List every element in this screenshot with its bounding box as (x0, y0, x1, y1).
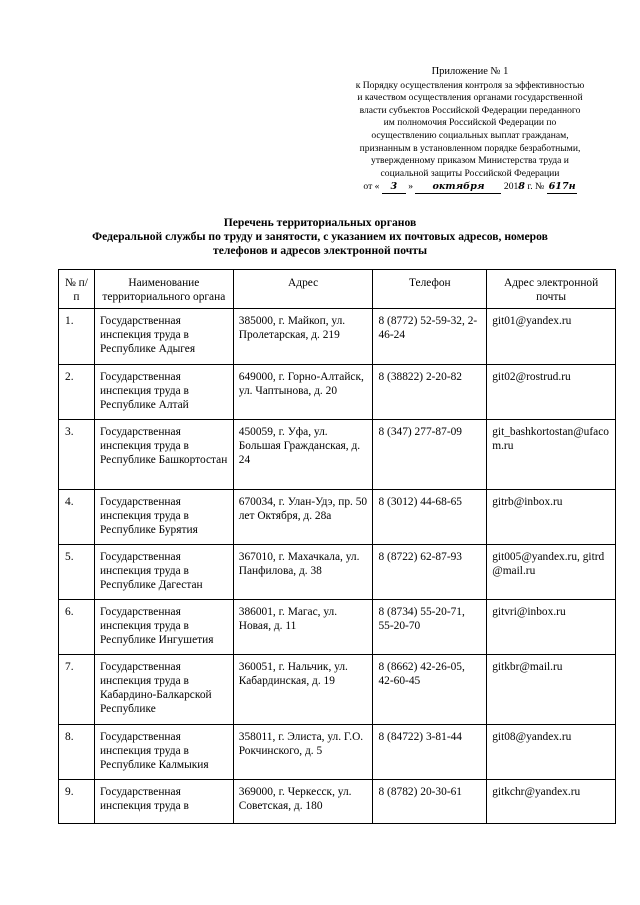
cell-name: Государственная инспекция труда в Республике Ингушетия (94, 600, 233, 655)
cell-name: Государственная инспекция труда в Республике Башкортостан (94, 420, 233, 490)
cell-phone: 8 (3012) 44-68-65 (373, 490, 487, 545)
date-prefix: от « (363, 181, 380, 193)
cell-number: 3. (59, 420, 95, 490)
territorial-bodies-table (58, 269, 616, 824)
document-heading (40, 216, 600, 258)
cell-phone: 8 (8772) 52-59-32, 2-46-24 (373, 309, 487, 365)
cell-address: 670034, г. Улан-Удэ, пр. 50 лет Октября, д. 28а (233, 490, 373, 545)
header-name: Наименование территориального органа (94, 270, 233, 309)
appendix-line: им полномочия Российской Федерации по (383, 117, 557, 129)
cell-name: Государственная инспекция труда в Республике Бурятия (94, 490, 233, 545)
appendix-line: к Порядку осуществления контроля за эффективностью (355, 79, 585, 91)
cell-number: 1. (59, 309, 95, 365)
cell-number: 8. (59, 725, 95, 780)
cell-address: 386001, г. Магас, ул. Новая, д. 11 (233, 600, 373, 655)
handwritten-day: 3 (382, 181, 406, 194)
cell-email: git005@yandex.ru, gitrd@mail.ru (487, 545, 616, 600)
cell-phone: 8 (38822) 2-20-82 (373, 365, 487, 420)
appendix-block (330, 66, 610, 194)
cell-phone: 8 (8734) 55-20-71, 55-20-70 (373, 600, 487, 655)
table-body (59, 309, 616, 824)
cell-address: 385000, г. Майкоп, ул. Пролетарская, д. 219 (233, 309, 373, 365)
cell-number: 2. (59, 365, 95, 420)
header-email: Адрес электронной почты (487, 270, 616, 309)
appendix-line: власти субъектов Российской Федерации переданного (359, 104, 581, 116)
cell-phone: 8 (8722) 62-87-93 (373, 545, 487, 600)
handwritten-month: октября (415, 181, 501, 194)
cell-number: 9. (59, 780, 95, 824)
cell-name: Государственная инспекция труда в Республике Калмыкия (94, 725, 233, 780)
cell-phone: 8 (8782) 20-30-61 (373, 780, 487, 824)
cell-phone: 8 (8662) 42-26-05, 42-60-45 (373, 655, 487, 725)
table-row (59, 545, 616, 600)
cell-address: 369000, г. Черкесск, ул. Советская, д. 180 (233, 780, 373, 824)
appendix-line: социальной защиты Российской Федерации (380, 167, 560, 179)
appendix-line: осуществлению социальных выплат гражданам, (371, 129, 569, 141)
table-row (59, 365, 616, 420)
heading-line: телефонов и адресов электронной почты (213, 244, 427, 257)
table-row (59, 309, 616, 365)
header-number: № п/п (59, 270, 95, 309)
table-row (59, 655, 616, 725)
table-header-row (59, 270, 616, 309)
appendix-title: Приложение № 1 (431, 66, 509, 77)
cell-number: 4. (59, 490, 95, 545)
order-date-line (330, 181, 610, 194)
cell-address: 649000, г. Горно-Алтайск, ул. Чаптынова, д. 20 (233, 365, 373, 420)
cell-address: 360051, г. Нальчик, ул. Кабардинская, д. 19 (233, 655, 373, 725)
cell-name: Государственная инспекция труда в Республике Адыгея (94, 309, 233, 365)
cell-phone: 8 (84722) 3-81-44 (373, 725, 487, 780)
handwritten-order-number: 617н (548, 181, 576, 193)
appendix-line: признанным в установленном порядке безработными, (359, 142, 581, 154)
appendix-line: утвержденному приказом Министерства труда и (371, 155, 569, 167)
table-row (59, 600, 616, 655)
cell-phone: 8 (347) 277-87-09 (373, 420, 487, 490)
cell-address: 367010, г. Махачкала, ул. Панфилова, д. 38 (233, 545, 373, 600)
handwritten-year-digit: 8 (518, 181, 525, 193)
cell-email: git_bashkortostan@ufacom.ru (487, 420, 616, 490)
table-row (59, 780, 616, 824)
cell-number: 6. (59, 600, 95, 655)
cell-email: git02@rostrud.ru (487, 365, 616, 420)
cell-email: gitkchr@yandex.ru (487, 780, 616, 824)
cell-address: 450059, г. Уфа, ул. Большая Гражданская, д. 24 (233, 420, 373, 490)
cell-number: 7. (59, 655, 95, 725)
table-row (59, 490, 616, 545)
cell-number: 5. (59, 545, 95, 600)
year-suffix: г. № (527, 181, 545, 193)
cell-email: git01@yandex.ru (487, 309, 616, 365)
table-row (59, 725, 616, 780)
cell-name: Государственная инспекция труда в Республике Алтай (94, 365, 233, 420)
date-separator: » (408, 181, 414, 193)
cell-email: git08@yandex.ru (487, 725, 616, 780)
cell-name: Государственная инспекция труда в Кабардино-Балкарской Республике (94, 655, 233, 725)
year-prefix: 201 (503, 181, 519, 193)
appendix-line: и качеством осуществления органами государственной (357, 92, 583, 104)
header-phone: Телефон (373, 270, 487, 309)
header-address: Адрес (233, 270, 373, 309)
heading-line: Федеральной службы по труду и занятости, с указанием их почтовых адресов, номеров (92, 230, 548, 243)
cell-address: 358011, г. Элиста, ул. Г.О. Рокчинского, д. 5 (233, 725, 373, 780)
cell-name: Государственная инспекция труда в Республике Дагестан (94, 545, 233, 600)
cell-email: gitkbr@mail.ru (487, 655, 616, 725)
heading-line: Перечень территориальных органов (223, 216, 417, 229)
cell-email: gitrb@inbox.ru (487, 490, 616, 545)
cell-email: gitvri@inbox.ru (487, 600, 616, 655)
cell-name: Государственная инспекция труда в (94, 780, 233, 824)
table-row (59, 420, 616, 490)
